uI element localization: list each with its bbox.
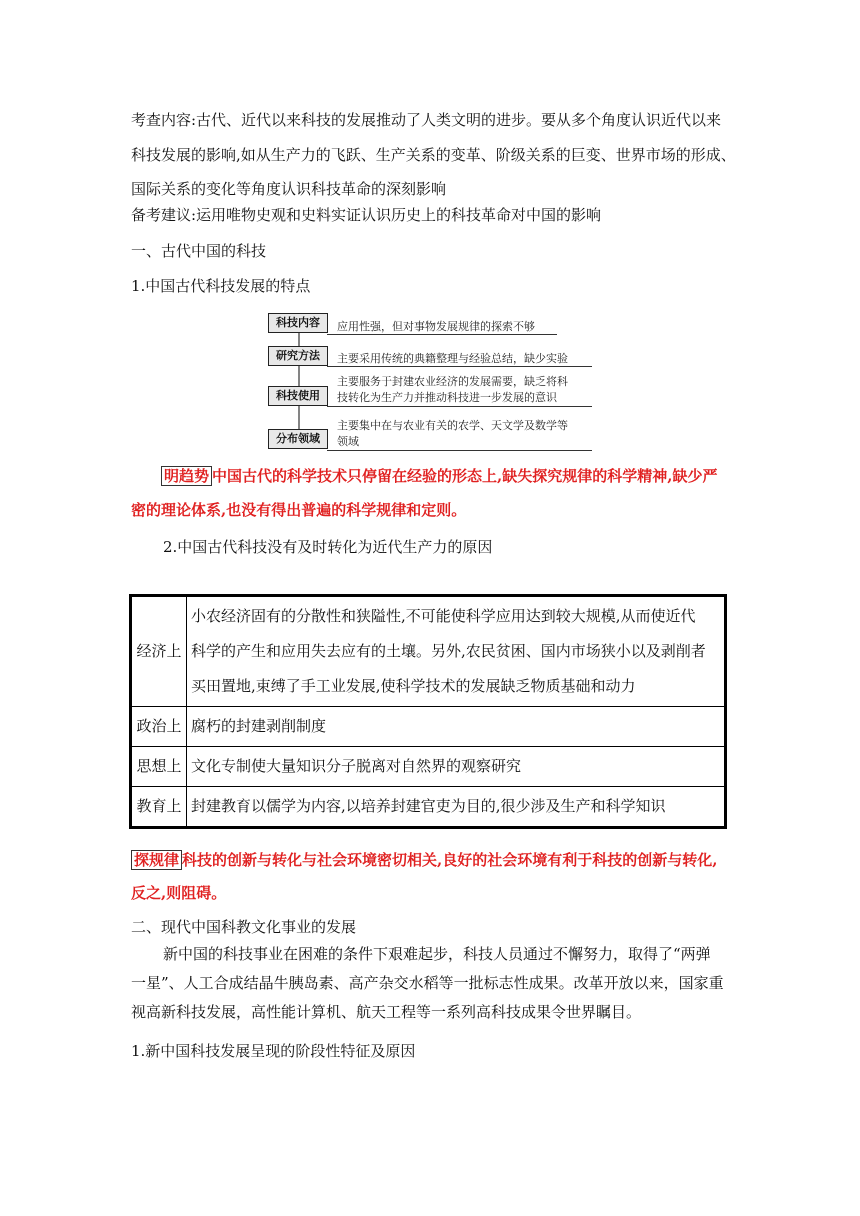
mindmap-node-usage: 科技使用 (268, 386, 328, 406)
table-cell-line: 买田置地,束缚了手工业发展,使科学技术的发展缺乏物质基础和动力 (191, 677, 636, 695)
causes-table (129, 594, 727, 829)
table-row-head: 思想上 (131, 747, 187, 787)
table-row (131, 707, 726, 747)
table-row-head: 教育上 (131, 787, 187, 828)
table-cell-line: 科学的产生和应用失去应有的土壤。另外,农民贫困、国内市场狭小以及剥削者 (191, 642, 706, 660)
section-2-para-line-3: 视高新科技发展，高性能计算机、航天工程等一系列高科技成果令世界瞩目。 (131, 1003, 642, 1021)
table-row-head: 政治上 (131, 707, 187, 747)
table-row (131, 787, 726, 828)
trend-text-1: 中国古代的科学技术只停留在经验的形态上,缺失探究规律的科学精神,缺少严 (212, 467, 718, 485)
mindmap-node-field-text-1: 主要集中在与农业有关的农学、天文学及数学等 (337, 419, 568, 432)
trend-tag: 明趋势 (161, 466, 212, 486)
mindmap-node-method-text: 主要采用传统的典籍整理与经验总结，缺少实验 (337, 352, 568, 365)
mindmap-node-usage-text-2: 技转化为生产力并推动科技进一步发展的意识 (337, 391, 557, 404)
section-2-sub-1: 1.新中国科技发展呈现的阶段性特征及原因 (131, 1042, 416, 1060)
section-1-sub-2: 2.中国古代科技没有及时转化为近代生产力的原因 (163, 538, 493, 556)
trend-line-1 (161, 466, 717, 486)
intro-line-4: 备考建议:运用唯物史观和史料实证认识历史上的科技革命对中国的影响 (131, 206, 602, 224)
table-row (131, 747, 726, 787)
mindmap-underline-3 (327, 406, 592, 407)
mindmap-node-content: 科技内容 (268, 313, 328, 333)
mindmap-underline-4 (327, 450, 592, 451)
mindmap-node-field: 分布领域 (268, 429, 328, 449)
law-line-1 (131, 850, 717, 870)
table-row-content: 文化专制使大量知识分子脱离对自然界的观察研究 (187, 747, 726, 787)
section-2-para-line-1: 新中国的科技事业在困难的条件下艰难起步，科技人员通过不懈努力，取得了“两弹 (163, 945, 711, 963)
section-2-title: 二、现代中国科教文化事业的发展 (131, 918, 357, 936)
table-row-content: 腐朽的封建剥削制度 (187, 707, 726, 747)
section-2-para-line-2: 一星”、人工合成结晶牛胰岛素、高产杂交水稻等一批标志性成果。改革开放以来，国家重 (131, 974, 724, 992)
intro-line-2: 科技发展的影响,如从生产力的飞跃、生产关系的变革、阶级关系的巨变、世界市场的形成、 (131, 146, 736, 164)
section-1-title: 一、古代中国的科技 (131, 242, 267, 260)
intro-line-1: 考查内容:古代、近代以来科技的发展推动了人类文明的进步。要从多个角度认识近代以来 (131, 111, 722, 129)
mindmap-node-method: 研究方法 (268, 346, 328, 366)
law-text-1: 科技的创新与转化与社会环境密切相关,良好的社会环境有利于科技的创新与转化, (182, 851, 718, 869)
table-row-head: 经济上 (131, 596, 187, 707)
law-tag: 探规律 (131, 850, 182, 870)
mindmap-underline-1 (327, 334, 557, 335)
mindmap-node-usage-text-1: 主要服务于封建农业经济的发展需要，缺乏将科 (337, 375, 568, 388)
trend-line-2: 密的理论体系,也没有得出普遍的科学规律和定则。 (131, 501, 467, 519)
table-cell-line: 小农经济固有的分散性和狭隘性,不可能使科学应用达到较大规模,从而使近代 (191, 607, 696, 625)
intro-line-3: 国际关系的变化等角度认识科技革命的深刻影响 (131, 180, 447, 198)
law-line-2: 反之,则阻碍。 (131, 884, 227, 902)
mindmap-node-field-text-2: 领域 (337, 435, 359, 448)
table-row-content: 封建教育以儒学为内容,以培养封建官吏为目的,很少涉及生产和科学知识 (187, 787, 726, 828)
mindmap-underline-2 (327, 366, 592, 367)
section-1-sub-1: 1.中国古代科技发展的特点 (131, 277, 311, 295)
table-row (131, 596, 726, 707)
table-row-content (187, 596, 726, 707)
mindmap-node-content-text: 应用性强，但对事物发展规律的探索不够 (337, 320, 535, 333)
